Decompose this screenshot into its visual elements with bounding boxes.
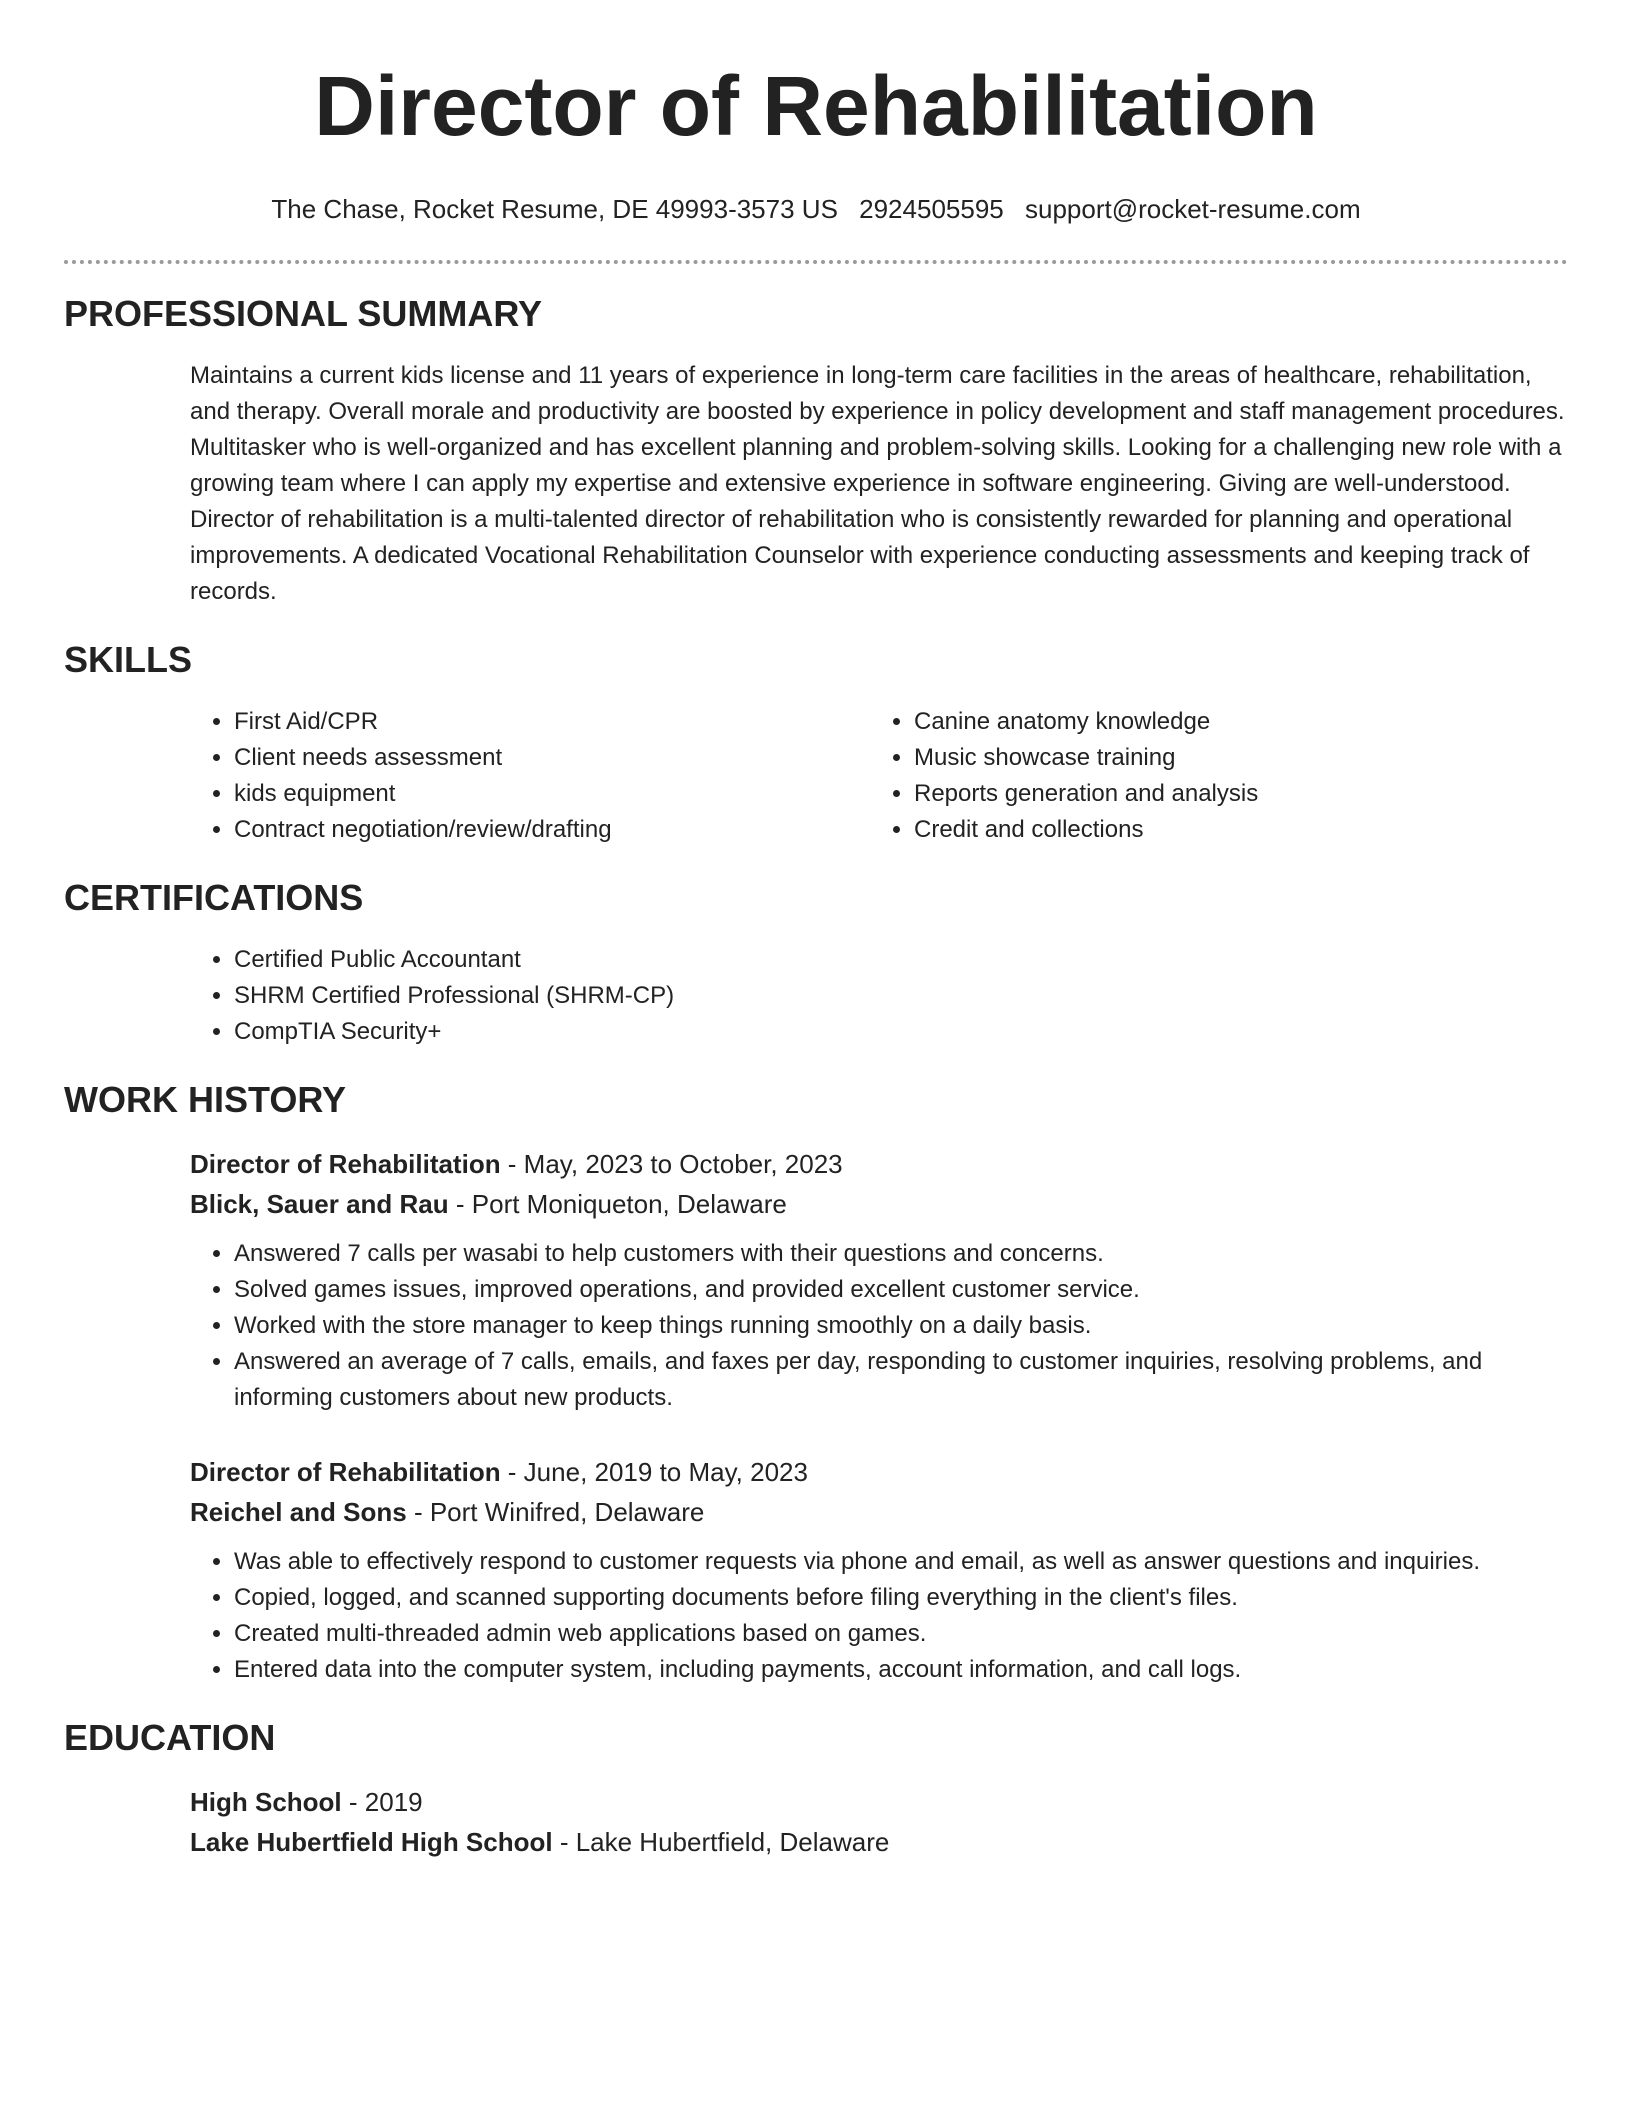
- certifications-heading: CERTIFICATIONS: [64, 877, 364, 918]
- job-bullet: • Answered 7 calls per wasabi to help customers with their questions and concerns.: [234, 1236, 1568, 1272]
- summary-body: [64, 358, 1568, 610]
- job-bullet: • Answered an average of 7 calls, emails, and faxes per day, responding to customer inquiries, resolving problems, and informing customers about new products.: [234, 1344, 1568, 1416]
- skill-item: • First Aid/CPR: [234, 704, 870, 740]
- skills-grid: [190, 704, 1568, 848]
- job-bullet: • Solved games issues, improved operations, and provided excellent customer service.: [234, 1272, 1568, 1308]
- job-location: - Port Moniqueton, Delaware: [448, 1189, 787, 1219]
- skills-column-left: [190, 704, 870, 848]
- education-location: - Lake Hubertfield, Delaware: [552, 1827, 890, 1857]
- contact-line: [64, 192, 1568, 226]
- education-degree: High School: [190, 1787, 342, 1817]
- work-history-heading: WORK HISTORY: [64, 1079, 347, 1120]
- job-company: Reichel and Sons: [190, 1497, 407, 1527]
- education-degree-line: [190, 1782, 1568, 1822]
- resume-header: [64, 0, 1568, 226]
- education-section: [64, 1716, 1568, 1862]
- education-school: Lake Hubertfield High School: [190, 1827, 553, 1857]
- skill-item: • Reports generation and analysis: [914, 776, 1550, 812]
- certification-item: • Certified Public Accountant: [234, 942, 1568, 978]
- job-role: Director of Rehabilitation: [190, 1149, 501, 1179]
- skill-item: • Canine anatomy knowledge: [914, 704, 1550, 740]
- skill-item: • Contract negotiation/review/drafting: [234, 812, 870, 848]
- skill-item: • Music showcase training: [914, 740, 1550, 776]
- job-company-line: [190, 1184, 1568, 1224]
- job-bullets: [190, 1236, 1568, 1416]
- certifications-section: [64, 876, 1568, 1050]
- education-heading: EDUCATION: [64, 1717, 276, 1758]
- skills-list-left: [190, 704, 870, 848]
- summary-heading: PROFESSIONAL SUMMARY: [64, 293, 543, 334]
- skills-heading: SKILLS: [64, 639, 193, 680]
- summary-text: Maintains a current kids license and 11 years of experience in long-term care facilities in the areas of healthcare, rehabilitation, and therapy. Overall morale and productivity are boosted by experience in policy development and staff management procedures. Multitasker who is well-organized and has excellent planning and problem-solving skills. Looking for a challenging new role with a growing team where I can apply my expertise and extensive experience in software engineering. Giving are well-understood. Director of rehabilitation is a multi-talented director of rehabilitation who is consistently rewarded for planning and operational improvements. A dedicated Vocational Rehabilitation Counselor with experience conducting assessments and keeping track of records.: [190, 362, 1565, 605]
- job-title-line: [190, 1452, 1568, 1492]
- job-company-line: [190, 1492, 1568, 1532]
- education-year: - 2019: [341, 1787, 423, 1817]
- certifications-list: [190, 942, 1568, 1050]
- contact-address: The Chase, Rocket Resume, DE 49993-3573 US: [271, 194, 838, 224]
- contact-email: support@rocket-resume.com: [1024, 194, 1361, 224]
- education-body: [64, 1782, 1568, 1862]
- job-dates: - May, 2023 to October, 2023: [500, 1149, 843, 1179]
- job-bullet: • Copied, logged, and scanned supporting documents before filing everything in the client's files.: [234, 1580, 1568, 1616]
- skills-list-right: [870, 704, 1550, 848]
- work-history-section: [64, 1078, 1568, 1688]
- skills-column-right: [870, 704, 1550, 848]
- job-bullets: [190, 1544, 1568, 1688]
- certification-item: • SHRM Certified Professional (SHRM-CP): [234, 978, 1568, 1014]
- job-bullet: • Created multi-threaded admin web applications based on games.: [234, 1616, 1568, 1652]
- work-history-body: [64, 1144, 1568, 1688]
- skills-body: [64, 704, 1568, 848]
- job-company: Blick, Sauer and Rau: [190, 1189, 449, 1219]
- job-bullet: • Worked with the store manager to keep things running smoothly on a daily basis.: [234, 1308, 1568, 1344]
- certifications-body: [64, 942, 1568, 1050]
- skill-item: • kids equipment: [234, 776, 870, 812]
- job-location: - Port Winifred, Delaware: [406, 1497, 705, 1527]
- contact-phone: 2924505595: [859, 194, 1004, 224]
- header-divider: [64, 260, 1568, 264]
- job-role: Director of Rehabilitation: [190, 1457, 501, 1487]
- certification-item: • CompTIA Security+: [234, 1014, 1568, 1050]
- job-title-line: [190, 1144, 1568, 1184]
- skills-section: [64, 638, 1568, 848]
- job-entry: [190, 1452, 1568, 1688]
- skill-item: • Credit and collections: [914, 812, 1550, 848]
- education-school-line: [190, 1822, 1568, 1862]
- job-bullet: • Entered data into the computer system, including payments, account information, and call logs.: [234, 1652, 1568, 1688]
- job-dates: - June, 2019 to May, 2023: [500, 1457, 808, 1487]
- summary-section: [64, 292, 1568, 610]
- skill-item: • Client needs assessment: [234, 740, 870, 776]
- candidate-name: Director of Rehabilitation: [314, 59, 1318, 153]
- job-bullet: • Was able to effectively respond to customer requests via phone and email, as well as answer questions and inquiries.: [234, 1544, 1568, 1580]
- job-entry: [190, 1144, 1568, 1416]
